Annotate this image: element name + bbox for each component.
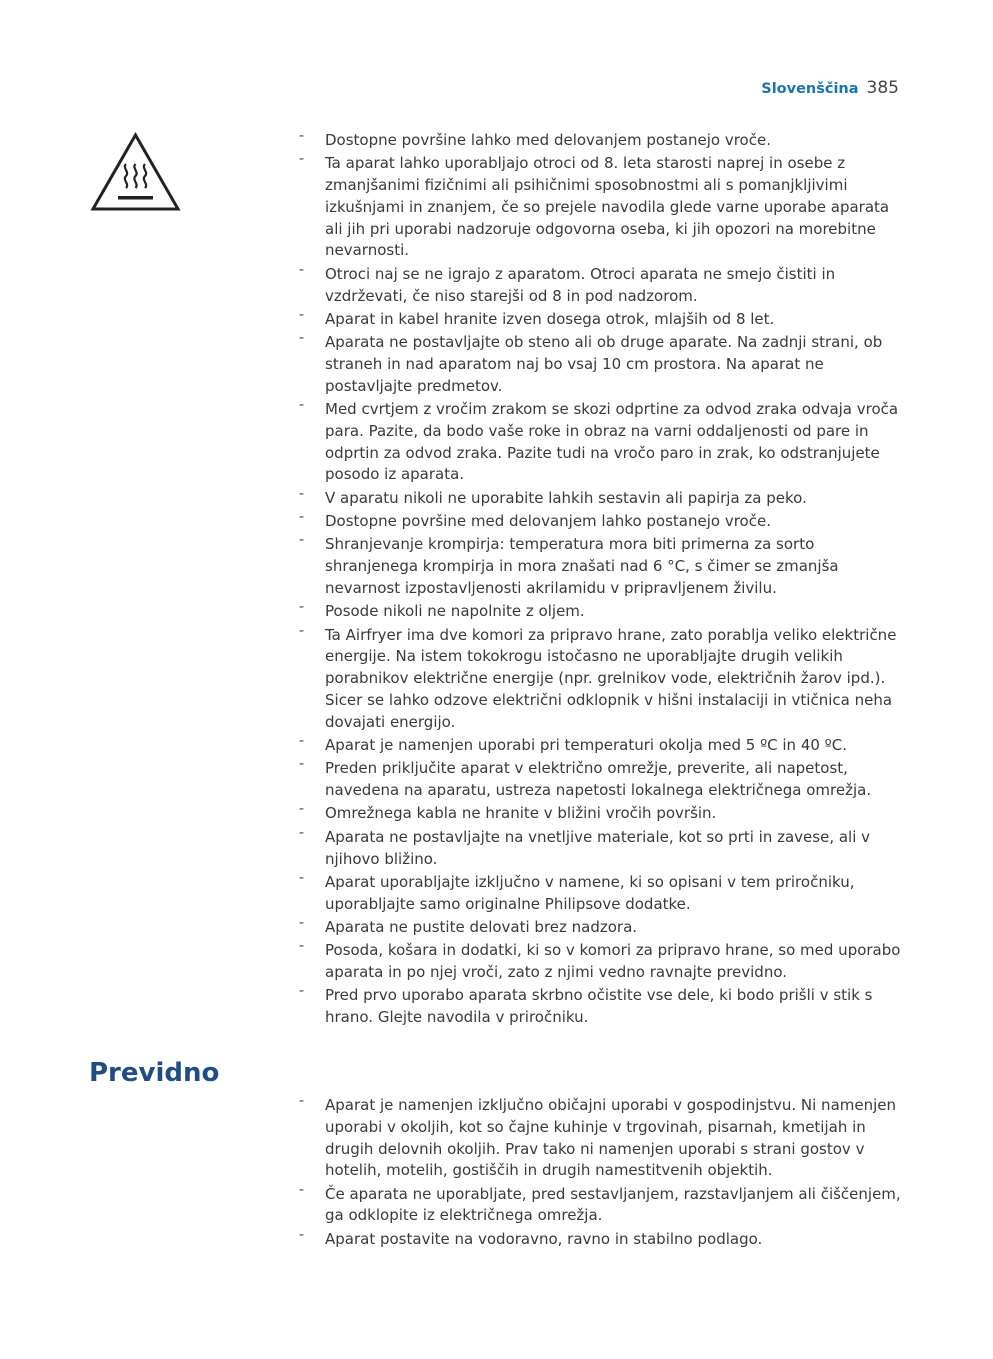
page-header — [761, 78, 899, 98]
list-item-text: Omrežnega kabla ne hranite v bližini vročih površin. — [325, 804, 717, 823]
list-item-text: Aparat in kabel hranite izven dosega otrok, mlajših od 8 let. — [325, 309, 775, 328]
list-item-text: V aparatu nikoli ne uporabite lahkih sestavin ali papirja za peko. — [325, 488, 807, 507]
list-item-text: Med cvrtjem z vročim zrakom se skozi odprtine za odvod zraka odvaja vroča para. Pazite, da bodo vaše roke in obraz na varni oddaljenosti od pare in odprtin za odvod zraka. Pazite tudi na vročo paro in zrak, ko odstranjujete posodo iz aparata. — [325, 400, 899, 484]
list-item — [298, 622, 908, 734]
list-item — [298, 130, 908, 152]
hot-surface-warning-icon — [90, 132, 181, 212]
bullet-dash: - — [299, 509, 305, 526]
bullet-dash: - — [299, 1093, 305, 1109]
bullet-dash: - — [299, 330, 305, 347]
list-item-text: Aparat je namenjen izključno običajni uporabi v gospodinjstvu. Ni namenjen uporabi v okoljih, kot so čajne kuhinje v trgovinah, pisarnah, kmetijah in drugih delovnih okoljih. Prav tako ni namenjen uporabi s strani gostov v hotelih, motelih, gostiščih in drugih namestitvenih objektih. — [325, 1096, 897, 1180]
list-item-text: Aparat postavite na vodoravno, ravno in stabilno podlago. — [325, 1229, 763, 1248]
list-item — [298, 399, 908, 486]
list-item-text: Če aparata ne uporabljate, pred sestavljanjem, razstavljanjem ali čiščenjem, ga odklopite iz električnega omrežja. — [325, 1184, 901, 1225]
bullet-dash: - — [299, 622, 305, 639]
list-item-text: Aparat uporabljajte izključno v namene, ki so opisani v tem priročniku, uporabljajte samo originalne Philipsove dodatke. — [325, 872, 855, 913]
bullet-dash: - — [299, 532, 305, 549]
list-item-text: Aparata ne pustite delovati brez nadzora. — [325, 917, 638, 936]
list-item-text: Ta aparat lahko uporabljajo otroci od 8. leta starosti naprej in osebe z zmanjšanimi fizičnimi ali psihičnimi sposobnostmi ali s pomanjkljivimi izkušnjami in znanjem, če so prejele navodila glede varne uporabe aparata ali jih pri uporabi nadzoruje odgovorna oseba, ki jih opozori na morebitne nevarnosti. — [325, 154, 890, 260]
bullet-dash: - — [299, 306, 305, 323]
language-label: Slovenščina — [761, 81, 859, 97]
list-item — [298, 824, 908, 871]
bullet-dash: - — [299, 869, 305, 886]
list-item — [298, 758, 908, 802]
bullet-dash: - — [299, 485, 305, 502]
bullet-dash: - — [299, 733, 305, 750]
list-item-text: Pred prvo uporabo aparata skrbno očistite vse dele, ki bodo prišli v stik s hrano. Glejte navodila v priročniku. — [325, 986, 873, 1027]
list-item — [298, 306, 908, 331]
list-item-text: Otroci naj se ne igrajo z aparatom. Otroci aparata ne smejo čistiti in vzdrževati, če niso starejši od 8 in pod nadzorom. — [325, 264, 836, 305]
bullet-dash: - — [299, 151, 305, 168]
list-item — [298, 511, 908, 533]
list-item — [298, 869, 908, 916]
page-number: 385 — [866, 78, 899, 98]
list-item — [298, 261, 908, 308]
list-item — [298, 332, 908, 397]
list-item-text: Posode nikoli ne napolnite z oljem. — [325, 602, 585, 621]
list-item — [298, 485, 908, 510]
list-item-text: Aparat je namenjen uporabi pri temperaturi okolja med 5 ºC in 40 ºC. — [325, 736, 847, 755]
bullet-dash: - — [299, 397, 305, 414]
list-item — [298, 601, 908, 623]
bullet-dash: - — [299, 824, 305, 841]
list-item-text: Dostopne površine med delovanjem lahko postanejo vroče. — [325, 512, 771, 531]
bullet-dash: - — [299, 1226, 305, 1243]
list-item-text: Posoda, košara in dodatki, ki so v komori za pripravo hrane, so med uporabo aparata in po njej vroči, zato z njimi vedno ravnajte previdno. — [325, 941, 901, 981]
list-item — [298, 153, 908, 262]
list-item-text: Preden priključite aparat v električno omrežje, preverite, ali napetost, navedena na aparatu, ustreza napetosti lokalnega električnega omrežja. — [325, 759, 872, 800]
bullet-dash: - — [299, 128, 305, 144]
bullet-dash: - — [299, 261, 305, 278]
bullet-dash: - — [299, 938, 305, 955]
list-item — [298, 803, 908, 825]
caution-list — [298, 1095, 908, 1252]
bullet-dash: - — [299, 983, 305, 1000]
bullet-dash: - — [299, 801, 305, 818]
list-item-text: Dostopne površine lahko med delovanjem postanejo vroče. — [325, 131, 771, 149]
warnings-list — [298, 130, 908, 1030]
bullet-dash: - — [299, 756, 305, 773]
list-item — [298, 1181, 908, 1228]
list-item-text: Ta Airfryer ima dve komori za pripravo hrane, zato porablja veliko električne energije. Na istem tokokrogu istočasno ne uporabljajte drugih velikih porabnikov električne energije (npr. grelnikov vode, električnih žarov ipd.). Sicer se lahko odzove električni odklopnik v hišni instalaciji in vtičnica neha dovajati energijo. — [325, 625, 897, 731]
list-item-text: Shranjevanje krompirja: temperatura mora biti primerna za sorto shranjenega krompirja in mora znašati nad 6 °C, s čimer se zmanjša nevarnost izpostavljenosti akrilamidu v pripravljenem živilu. — [325, 535, 839, 597]
list-item — [298, 534, 908, 599]
list-item — [298, 985, 908, 1029]
list-item — [298, 1226, 908, 1251]
bullet-dash: - — [299, 599, 305, 616]
list-item — [298, 735, 908, 757]
section-title-previdno: Previdno — [89, 1058, 220, 1088]
list-item — [298, 914, 908, 939]
bullet-dash: - — [299, 1181, 305, 1198]
list-item-text: Aparata ne postavljajte ob steno ali ob druge aparate. Na zadnji strani, ob straneh in nad aparatom naj bo vsaj 10 cm prostora. Na aparat ne postavljajte predmetov. — [325, 333, 883, 395]
list-item — [298, 1095, 908, 1182]
list-item — [298, 940, 908, 984]
list-item-text: Aparata ne postavljajte na vnetljive materiale, kot so prti in zavese, ali v njihovo bližino. — [325, 827, 871, 868]
bullet-dash: - — [299, 914, 305, 931]
